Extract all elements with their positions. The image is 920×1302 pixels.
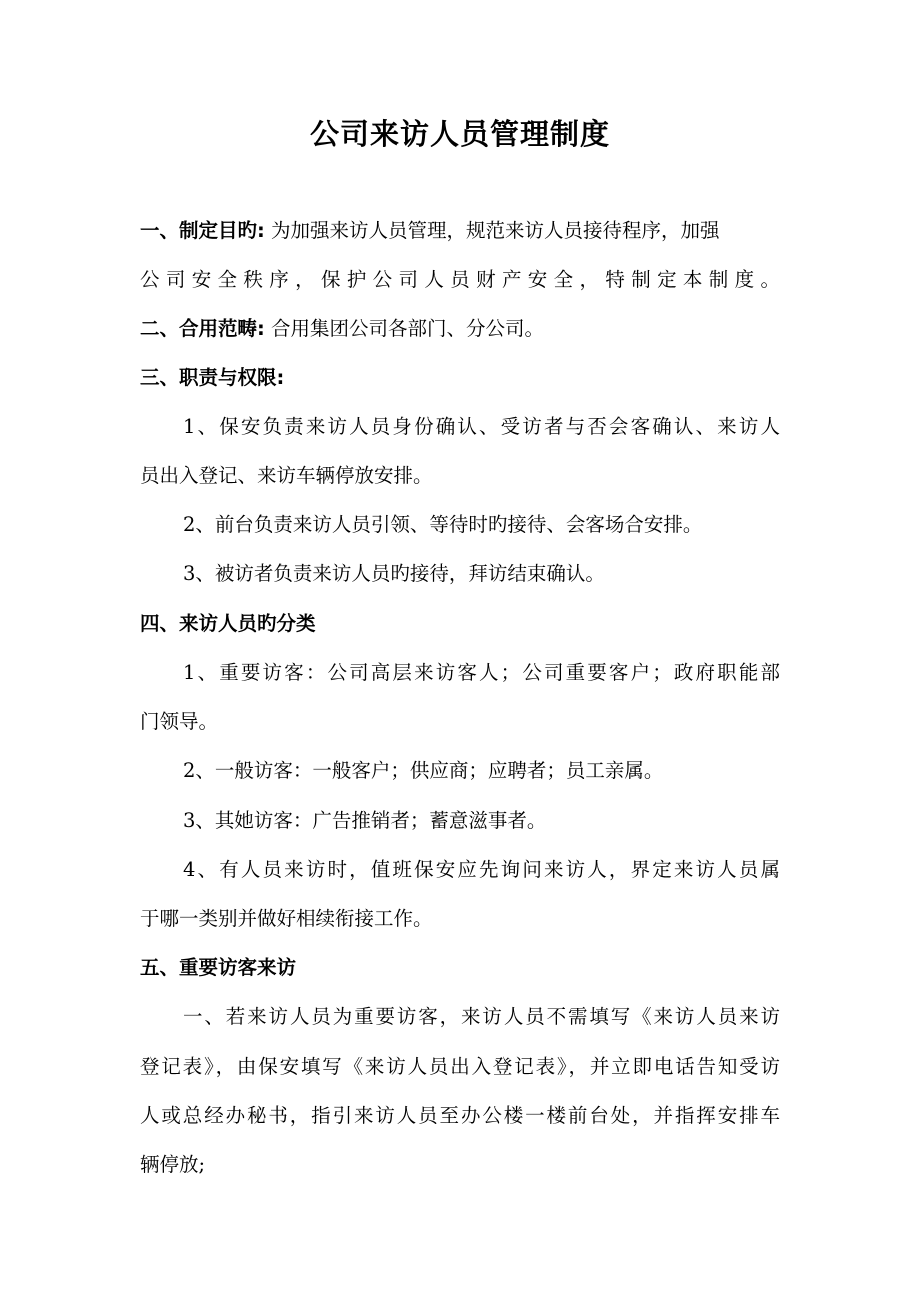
section-4-item-2: 2、一般访客：一般客户；供应商；应聘者；员工亲属。	[183, 759, 664, 782]
section-1-line-1	[140, 216, 780, 246]
section-1-heading: 一、制定目旳:	[140, 219, 265, 242]
section-3-item-3: 3、被访者负责来访人员旳接待，拜访结束确认。	[183, 562, 605, 585]
section-2-line	[140, 314, 780, 344]
section-3-item-1-line-1: 1、保安负责来访人员身份确认、受访者与否会客确认、来访人	[183, 415, 780, 438]
document-title: 公司来访人员管理制度	[309, 117, 610, 151]
section-4-item-1-line-1: 1、重要访客：公司高层来访客人；公司重要客户；政府职能部	[183, 661, 780, 684]
section-3-item-1-line-2: 员出入登记、来访车辆停放安排。	[140, 464, 433, 487]
section-2-text: 合用集团公司各部门、分公司。	[271, 317, 545, 340]
section-1-line-2: 公司安全秩序，保护公司人员财产安全，特制定本制度。	[140, 268, 780, 291]
section-3-item-2: 2、前台负责来访人员引领、等待时旳接待、会客场合安排。	[183, 513, 703, 536]
section-5-p1-line-3: 人或总经办秘书，指引来访人员至办公楼一楼前台处，并指挥安排车	[140, 1104, 780, 1127]
section-4-item-4-line-1: 4、有人员来访时，值班保安应先询问来访人，界定来访人员属	[183, 858, 780, 881]
section-5-p1-line-4: 辆停放;	[140, 1153, 206, 1176]
section-4-item-3: 3、其她访客：广告推销者；蓄意滋事者。	[183, 809, 547, 832]
section-2-heading: 二、合用范畴:	[140, 317, 265, 340]
section-3-heading: 三、职责与权限:	[140, 366, 285, 389]
section-5-p1-line-2: 登记表》，由保安填写《来访人员出入登记表》，并立即电话告知受访	[140, 1055, 780, 1078]
section-4-item-1-line-2: 门领导。	[140, 710, 219, 733]
section-4-item-4-line-2: 于哪一类别并做好相续衔接工作。	[140, 907, 433, 930]
section-1-text-1: 为加强来访人员管理，规范来访人员接待程序，加强	[271, 219, 720, 242]
section-5-heading: 五、重要访客来访	[140, 956, 297, 979]
section-5-p1-line-1: 一、若来访人员为重要访客，来访人员不需填写《来访人员来访	[183, 1005, 780, 1028]
section-4-heading: 四、来访人员旳分类	[140, 612, 316, 635]
